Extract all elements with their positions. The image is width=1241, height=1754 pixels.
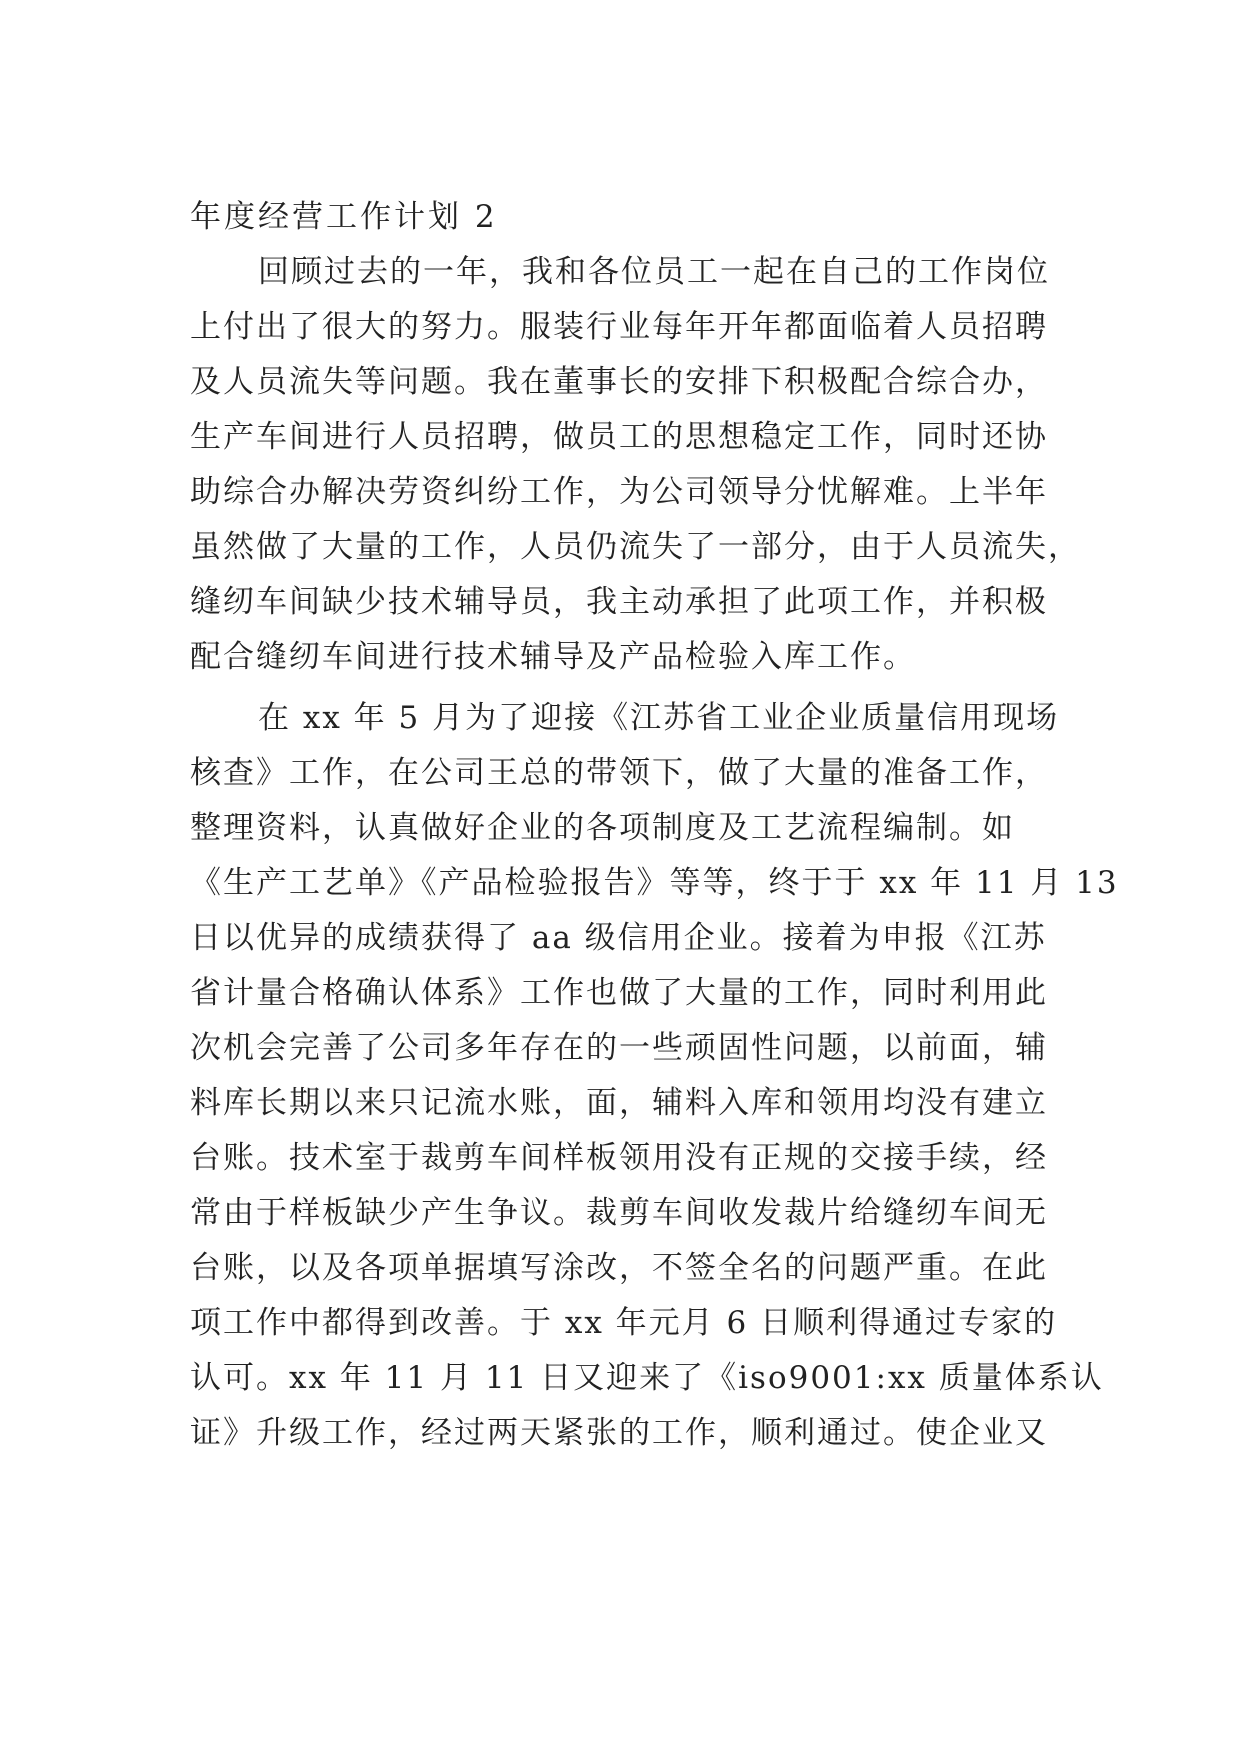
paragraph-line: 生产车间进行人员招聘，做员工的思想稳定工作，同时还协 — [190, 419, 1048, 455]
paragraph-line: 台账。技术室于裁剪车间样板领用没有正规的交接手续，经 — [190, 1140, 1048, 1176]
paragraph-line: 证》升级工作，经过两天紧张的工作，顺利通过。使企业又 — [190, 1415, 1048, 1451]
paragraph-2 — [190, 691, 1119, 1461]
document-title: 年度经营工作计划 2 — [190, 199, 498, 235]
paragraph-line: 整理资料，认真做好企业的各项制度及工艺流程编制。如 — [190, 810, 1015, 846]
paragraph-line: 配合缝纫车间进行技术辅导及产品检验入库工作。 — [190, 639, 916, 675]
paragraph-line: 及人员流失等问题。我在董事长的安排下积极配合综合办， — [190, 364, 1048, 400]
paragraph-line: 虽然做了大量的工作，人员仍流失了一部分，由于人员流失， — [190, 529, 1081, 565]
document-page — [190, 190, 1119, 1461]
paragraph-line: 缝纫车间缺少技术辅导员，我主动承担了此项工作，并积极 — [190, 584, 1048, 620]
paragraph-line: 回顾过去的一年，我和各位员工一起在自己的工作岗位 — [258, 254, 1050, 290]
paragraph-line: 在 xx 年 5 月为了迎接《江苏省工业企业质量信用现场 — [258, 700, 1060, 736]
paragraph-line: 助综合办解决劳资纠纷工作，为公司领导分忧解难。上半年 — [190, 474, 1048, 510]
paragraph-line: 认可。xx 年 11 月 11 日又迎来了《iso9001:xx 质量体系认 — [190, 1360, 1104, 1396]
paragraph-line: 次机会完善了公司多年存在的一些顽固性问题，以前面，辅 — [190, 1030, 1048, 1066]
paragraph-line: 常由于样板缺少产生争议。裁剪车间收发裁片给缝纫车间无 — [190, 1195, 1048, 1231]
paragraph-line: 核查》工作，在公司王总的带领下，做了大量的准备工作， — [190, 755, 1048, 791]
paragraph-line: 项工作中都得到改善。于 xx 年元月 6 日顺利得通过专家的 — [190, 1305, 1058, 1341]
paragraph-line: 料库长期以来只记流水账，面，辅料入库和领用均没有建立 — [190, 1085, 1048, 1121]
paragraph-line: 台账，以及各项单据填写涂改，不签全名的问题严重。在此 — [190, 1250, 1048, 1286]
paragraph-line: 《生产工艺单》《产品检验报告》等等，终于于 xx 年 11 月 13 — [190, 865, 1119, 901]
paragraph-line: 省计量合格确认体系》工作也做了大量的工作，同时利用此 — [190, 975, 1048, 1011]
paragraph-line: 上付出了很大的努力。服装行业每年开年都面临着人员招聘 — [190, 309, 1048, 345]
paragraph-line: 日以优异的成绩获得了 aa 级信用企业。接着为申报《江苏 — [190, 920, 1047, 956]
paragraph-1 — [190, 245, 1081, 685]
